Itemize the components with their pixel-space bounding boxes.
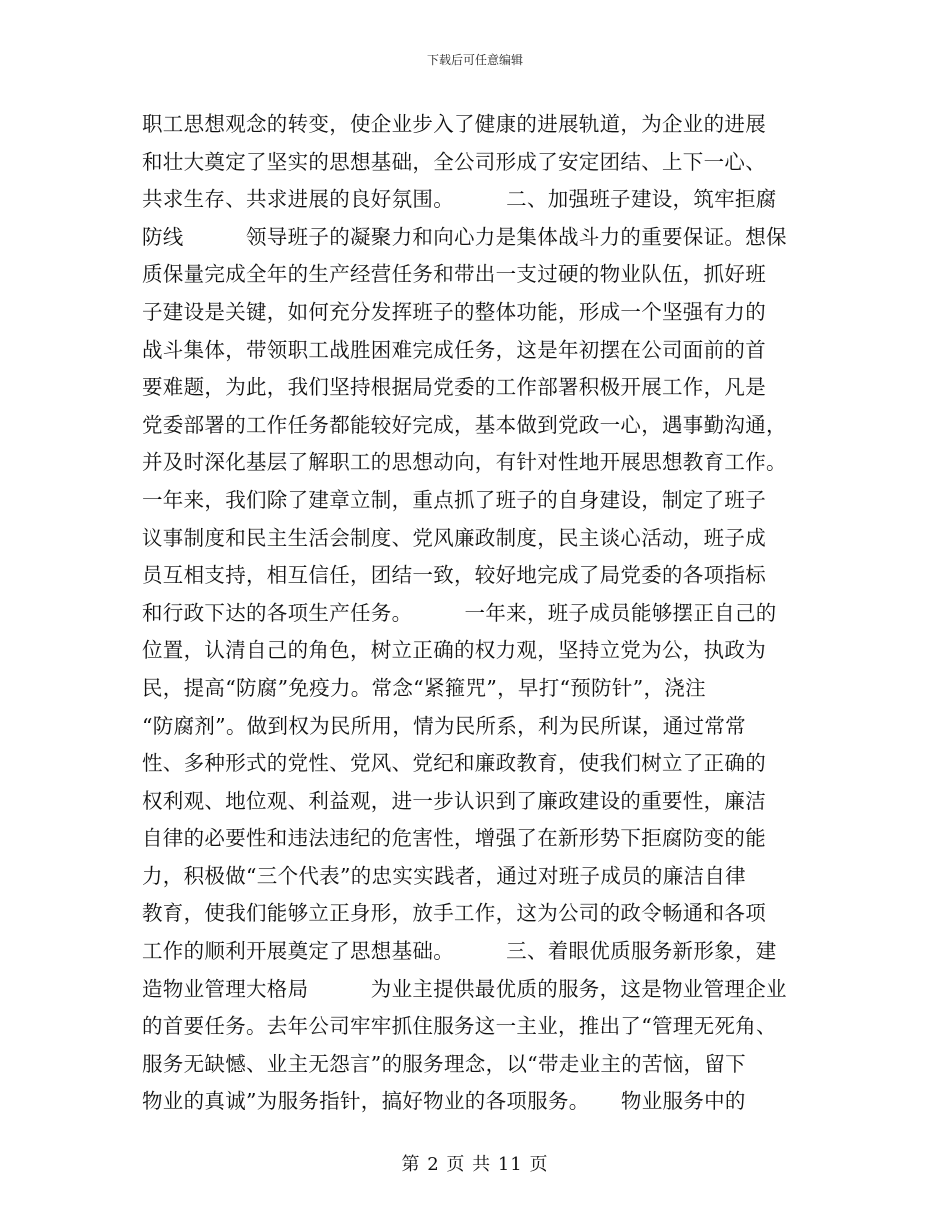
body-line: 子建设是关键，如何充分发挥班子的整体功能，形成一个坚强有力的: [142, 299, 766, 324]
body-line: 造物业管理大格局 为业主提供最优质的服务，这是物业管理企业: [142, 976, 787, 1001]
body-line: 工作的顺利开展奠定了思想基础。 三、着眼优质服务新形象，建: [142, 939, 777, 964]
body-line: 物业的真诚”为服务指针，搞好物业的各项服务。 物业服务中的: [142, 1089, 746, 1114]
body-line: 一年来，我们除了建章立制，重点抓了班子的自身建设，制定了班子: [142, 487, 766, 512]
body-line: 位置，认清自己的角色，树立正确的权力观，坚持立党为公，执政为: [142, 638, 766, 663]
body-line: 和行政下达的各项生产任务。 一年来，班子成员能够摆正自己的: [142, 600, 777, 625]
document-body: [142, 106, 810, 1121]
body-line: 力，积极做“三个代表”的忠实实践者，通过对班子成员的廉洁自律: [142, 863, 746, 888]
body-line: 权利观、地位观、利益观，进一步认识到了廉政建设的重要性，廉洁: [142, 788, 766, 813]
body-line: 并及时深化基层了解职工的思想动向，有针对性地开展思想教育工作。: [142, 450, 787, 475]
body-line: 职工思想观念的转变，使企业步入了健康的进展轨道，为企业的进展: [142, 112, 766, 136]
body-line: 和壮大奠定了坚实的思想基础，全公司形成了安定团结、上下一心、: [142, 149, 766, 174]
body-line: 党委部署的工作任务都能较好完成，基本做到党政一心，遇事勤沟通，: [142, 412, 787, 437]
body-line: 性、多种形式的党性、党风、党纪和廉政教育，使我们树立了正确的: [142, 751, 766, 776]
body-line: 自律的必要性和违法违纪的危害性，增强了在新形势下拒腐防变的能: [142, 826, 766, 851]
body-line: 服务无缺憾、业主无怨言”的服务理念，以“带走业主的苦恼，留下: [142, 1051, 746, 1076]
body-line: 要难题，为此，我们坚持根据局党委的工作部署积极开展工作，凡是: [142, 375, 766, 400]
body-line: 民，提高“防腐”免疫力。常念“紧箍咒”，早打“预防针”，浇注: [142, 675, 706, 700]
body-line: 的首要任务。去年公司牢牢抓住服务这一主业，推出了“管理无死角、: [142, 1014, 777, 1039]
body-line: 防线 领导班子的凝聚力和向心力是集体战斗力的重要保证。想保: [142, 224, 787, 249]
body-line: 教育，使我们能够立正身形，放手工作，这为公司的政令畅通和各项: [142, 901, 766, 926]
page-header-note: 下载后可任意编辑: [426, 53, 523, 67]
page-number: 第 2 页 共 11 页: [401, 1154, 549, 1175]
body-line: 议事制度和民主生活会制度、党风廉政制度，民主谈心活动，班子成: [142, 525, 766, 550]
body-line: “防腐剂”。做到权为民所用，情为民所系，利为民所谋，通过常常: [142, 713, 746, 738]
body-line: 战斗集体，带领职工战胜困难完成任务，这是年初摆在公司面前的首: [142, 337, 766, 362]
body-line: 共求生存、共求进展的良好氛围。 二、加强班子建设，筑牢拒腐: [142, 187, 777, 212]
body-line: 质保量完成全年的生产经营任务和带出一支过硬的物业队伍，抓好班: [142, 262, 766, 287]
body-line: 员互相支持，相互信任，团结一致，较好地完成了局党委的各项指标: [142, 563, 766, 588]
